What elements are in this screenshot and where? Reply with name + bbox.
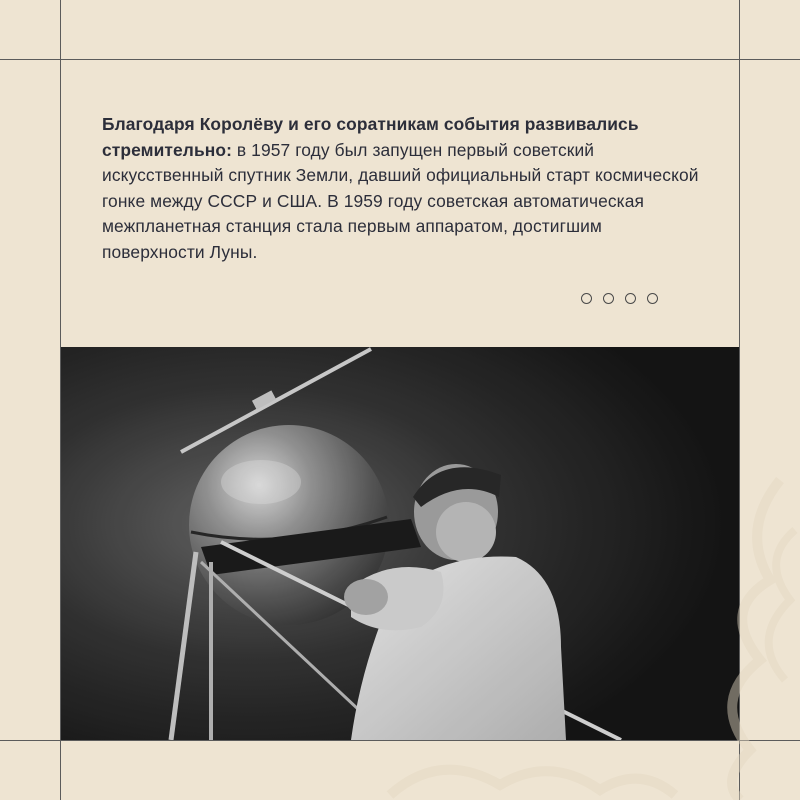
paragraph-lead: Благодаря Королёву и его соратникам события развивались стремительно:	[102, 114, 639, 160]
ornament-decoration	[380, 745, 680, 800]
pagination-dot[interactable]	[625, 293, 636, 304]
pagination-dot[interactable]	[647, 293, 658, 304]
ornament-decoration	[700, 470, 800, 800]
paragraph-body: в 1957 году был запущен первый советский искусственный спутник Земли, давший официальный старт космической гонке между СССР и США. В 1959 году советская автоматическая межпланетная станция стала первым аппаратом, достигшим поверхности Луны.	[102, 139, 699, 262]
pagination-dot[interactable]	[603, 293, 614, 304]
bottom-divider	[0, 740, 800, 741]
pagination-dot[interactable]	[581, 293, 592, 304]
sputnik-photo	[61, 347, 739, 740]
pagination-dots	[581, 293, 658, 304]
top-divider	[0, 59, 800, 60]
article-paragraph	[102, 112, 702, 265]
